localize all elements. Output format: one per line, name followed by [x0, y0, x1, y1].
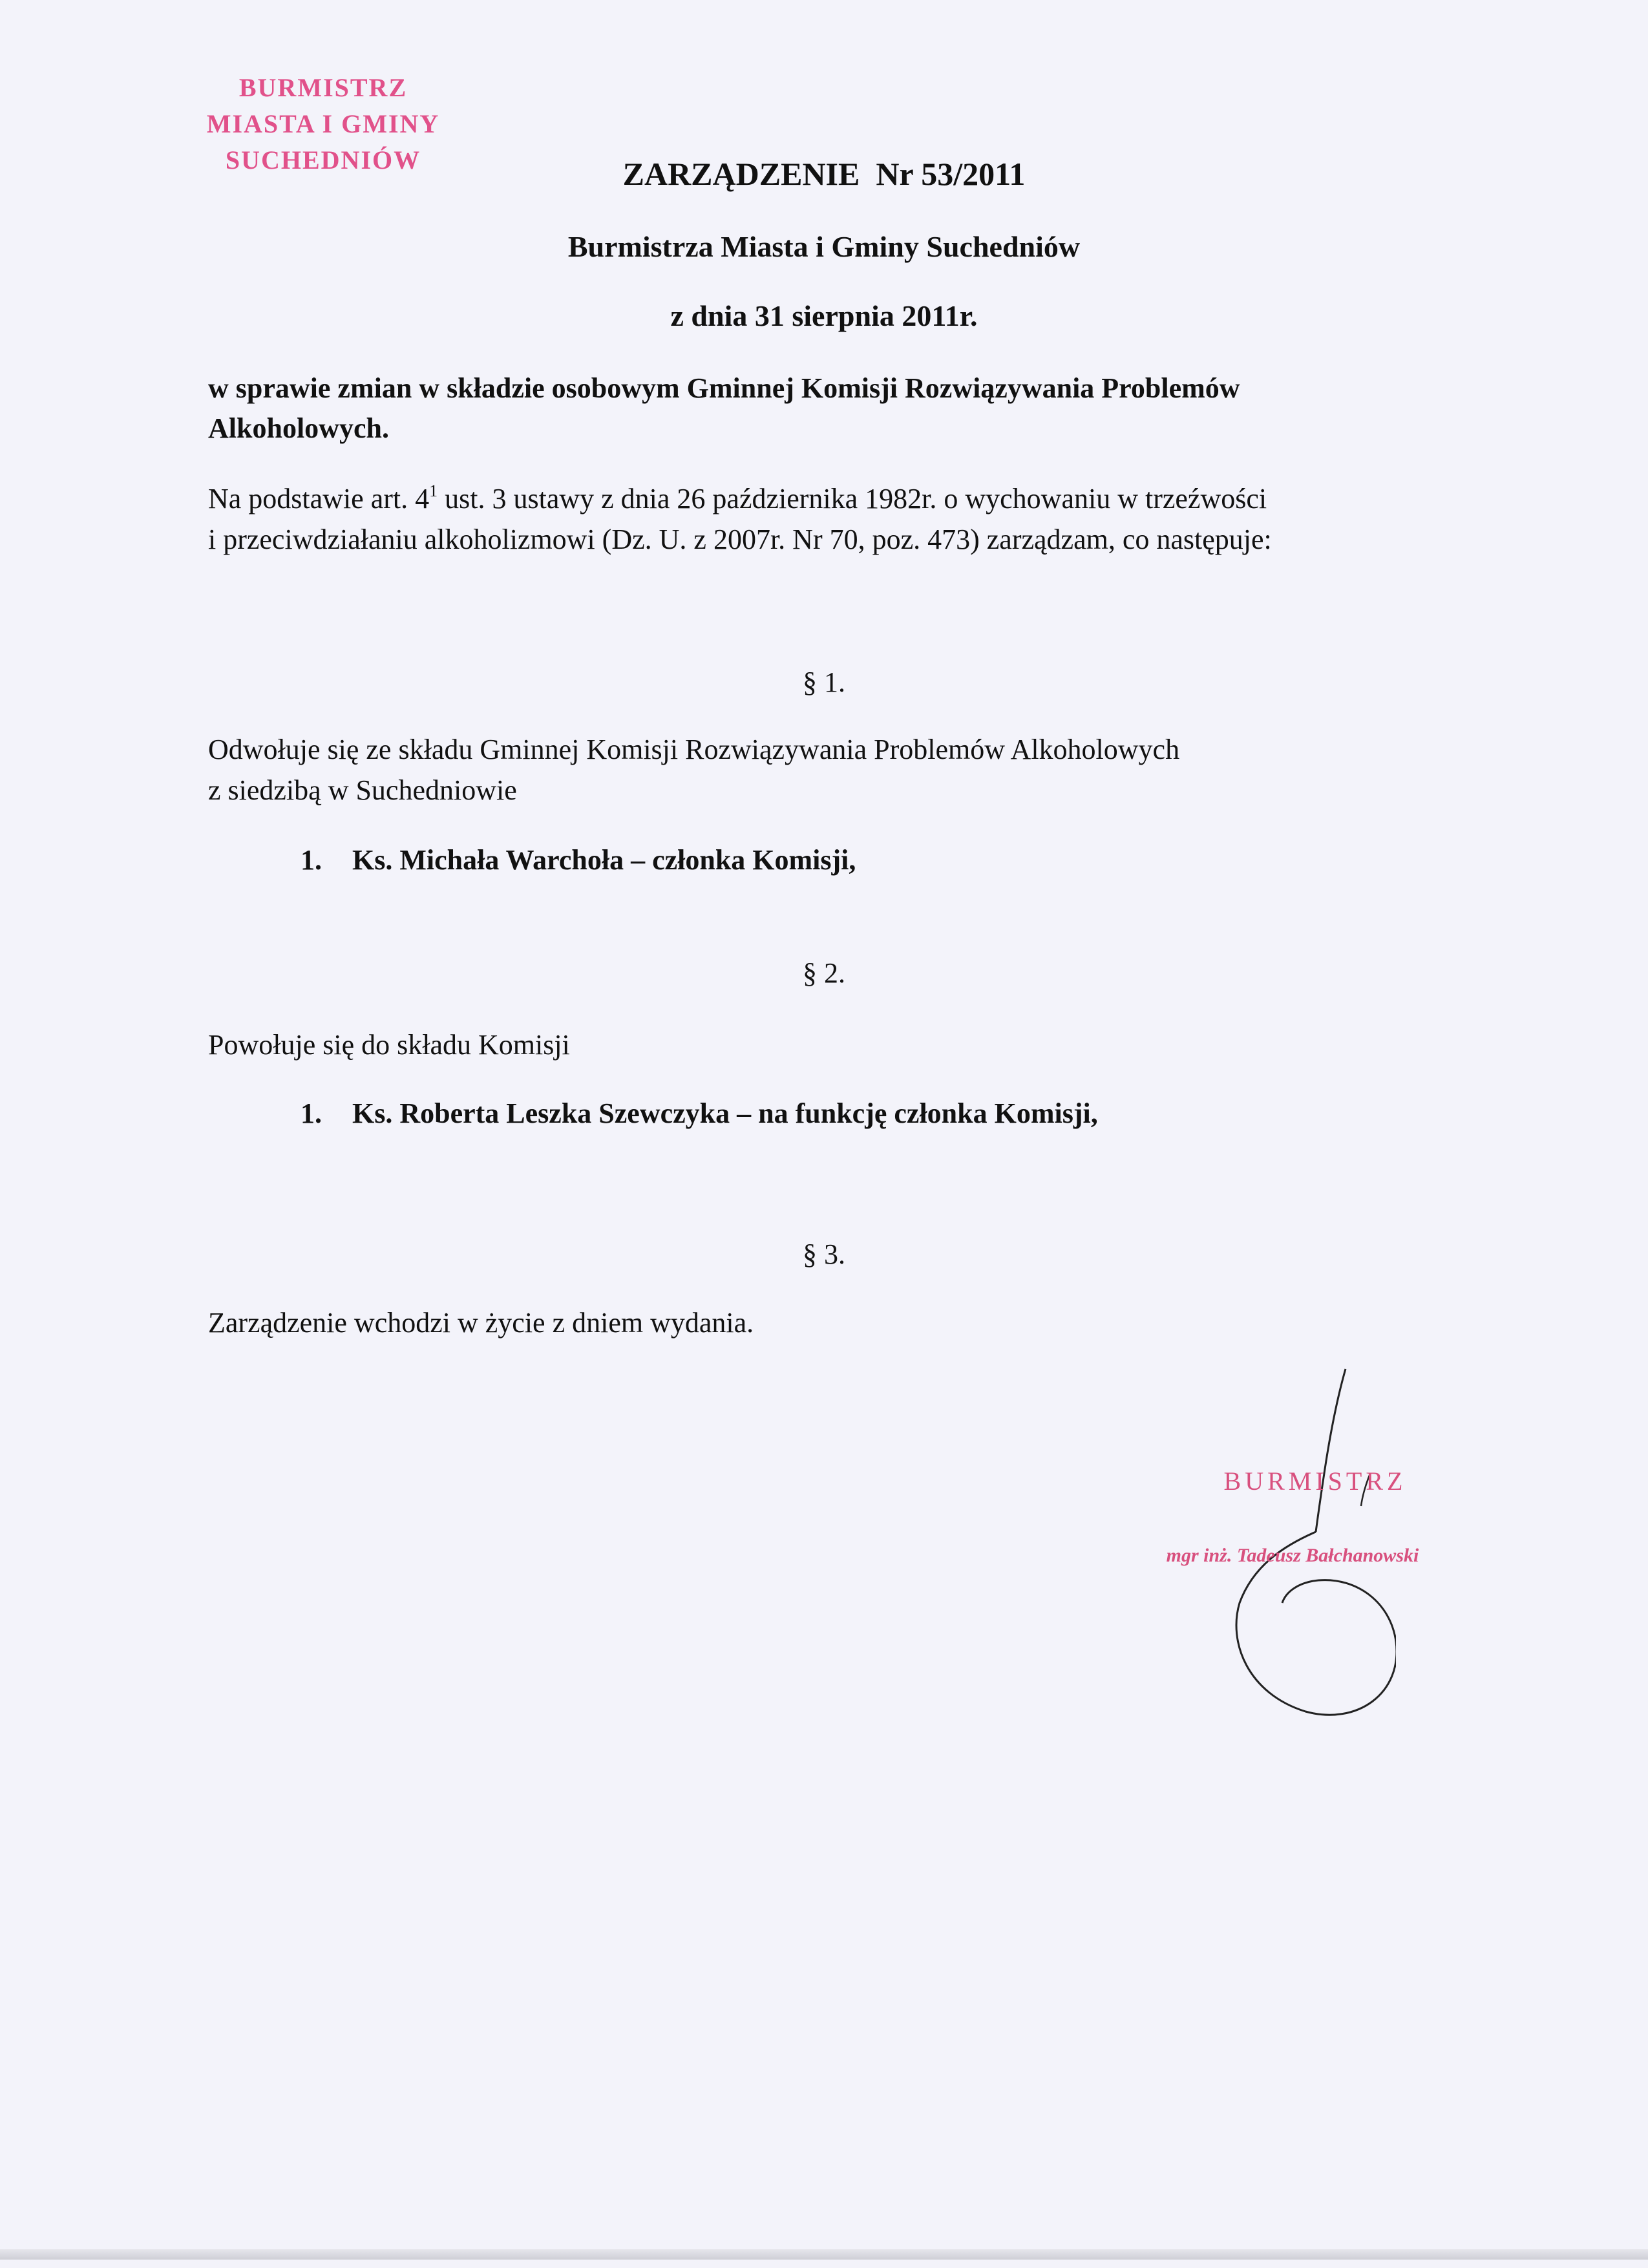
subject-line-1: w sprawie zmian w składzie osobowym Gminnej Komisji Rozwiązywania Problemów	[208, 372, 1240, 404]
basis-post: ust. 3 ustawy z dnia 26 października 1982r. o wychowaniu w trzeźwości	[438, 483, 1267, 514]
section-1-item-text: Ks. Michała Warchoła – członka Komisji,	[352, 844, 856, 876]
signature-stamp-name: mgr inż. Tadeusz Bałchanowski	[1166, 1545, 1419, 1566]
section-1-line-1: Odwołuje się ze składu Gminnej Komisji Rozwiązywania Problemów Alkoholowych	[208, 734, 1180, 765]
basis-line-1	[208, 478, 1514, 519]
section-2-item-number: 1.	[301, 1097, 322, 1129]
section-1-text	[208, 729, 1501, 811]
basis-sup: 1	[429, 482, 438, 500]
section-2-item-text: Ks. Roberta Leszka Szewczyka – na funkcję członka Komisji,	[352, 1097, 1098, 1129]
section-1-item-number: 1.	[301, 844, 322, 876]
legal-basis	[208, 478, 1514, 560]
subject-line-2: Alkoholowych.	[208, 412, 389, 444]
section-2-line-1: Powołuje się do składu Komisji	[208, 1029, 570, 1061]
section-2-heading: § 2.	[803, 957, 845, 989]
document-subject	[208, 368, 1488, 449]
section-1-item	[301, 843, 1528, 876]
scan-edge	[0, 2249, 1648, 2260]
document-date: z dnia 31 sierpnia 2011r.	[670, 299, 978, 332]
section-1-heading: § 1.	[803, 666, 845, 698]
section-2-item	[301, 1097, 1528, 1130]
section-3-text	[208, 1302, 1501, 1343]
stamp-line-2: MIASTA I GMINY	[206, 109, 440, 138]
section-3-heading: § 3.	[803, 1238, 845, 1270]
section-1-line-2: z siedzibą w Suchedniowie	[208, 774, 517, 806]
basis-pre: Na podstawie art. 4	[208, 483, 430, 514]
document-issuer: Burmistrza Miasta i Gminy Suchedniów	[567, 230, 1081, 263]
stamp-line-1: BURMISTRZ	[238, 73, 408, 102]
basis-line-2: i przeciwdziałaniu alkoholizmowi (Dz. U. z 2007r. Nr 70, poz. 473) zarządzam, co następuje:	[208, 524, 1272, 555]
stamp-line-3: SUCHEDNIÓW	[225, 145, 421, 175]
document-title: ZARZĄDZENIE Nr 53/2011	[622, 156, 1026, 192]
section-3-line-1: Zarządzenie wchodzi w życie z dniem wydania.	[208, 1307, 754, 1339]
section-2-text	[208, 1024, 1501, 1065]
signature-stamp-title: BURMISTRZ	[1223, 1467, 1407, 1496]
